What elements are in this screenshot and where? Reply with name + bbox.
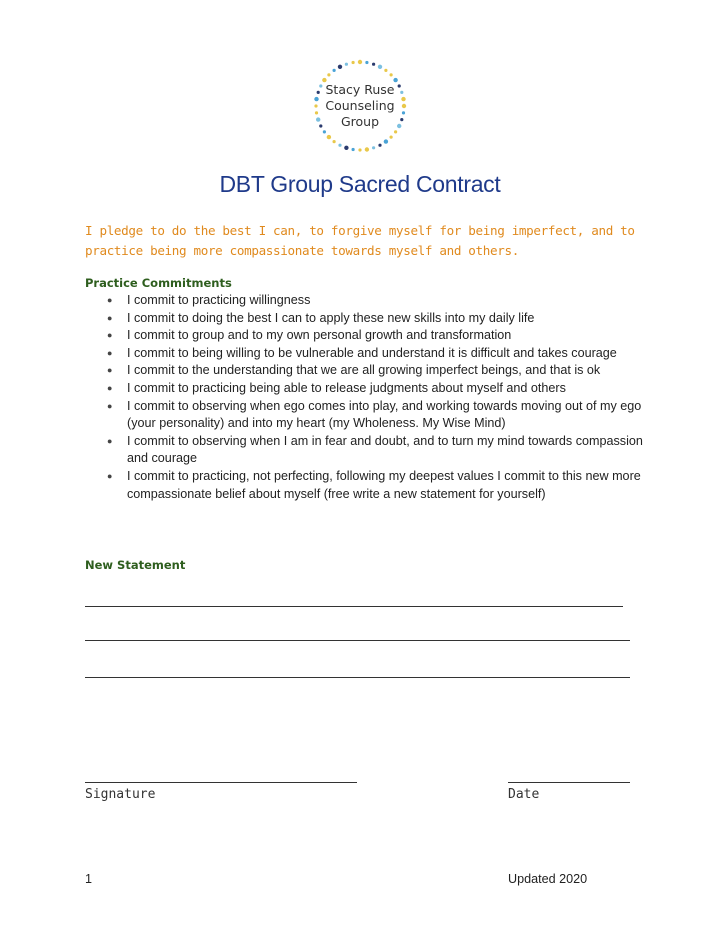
logo-dot [358, 148, 361, 151]
statement-line-2[interactable] [85, 640, 630, 641]
list-item: ● I commit to being willing to be vulnerable and understand it is difficult and takes courage [85, 345, 645, 363]
logo-dot [327, 135, 331, 139]
logo-dot [378, 65, 382, 69]
logo-dot [352, 61, 355, 64]
logo-text [308, 82, 412, 130]
logo-dot [333, 140, 336, 143]
signature-label: Signature [85, 787, 156, 802]
statement-line-3[interactable] [85, 677, 630, 678]
signature-line[interactable] [85, 782, 357, 783]
logo-dot [390, 73, 393, 76]
page-title: DBT Group Sacred Contract [219, 171, 501, 197]
list-item: ● I commit to observing when ego comes into play, and working towards moving out of my ego (your personality) and into my heart (my Wholeness. My Wise Mind) [85, 398, 645, 433]
pledge-text: I pledge to do the best I can, to forgive myself for being imperfect, and to practice being more compassionate towards myself and others. [85, 223, 635, 258]
logo-dot [338, 144, 341, 147]
logo-dot [323, 130, 326, 133]
list-item: ● I commit to practicing being able to release judgments about myself and others [85, 380, 645, 398]
logo-dot [327, 73, 330, 76]
logo-dot [345, 63, 348, 66]
logo-dot [390, 136, 393, 139]
logo-line-1: Stacy Ruse [325, 82, 395, 97]
logo-dot [384, 139, 388, 143]
list-item: ● I commit to group and to my own personal growth and transformation [85, 327, 645, 345]
logo-dot [333, 69, 336, 72]
date-line[interactable] [508, 782, 630, 783]
logo-dot [338, 65, 342, 69]
new-statement-heading: New Statement [85, 558, 186, 572]
logo [308, 56, 412, 156]
updated-note: Updated 2020 [508, 872, 588, 886]
logo-dot [394, 130, 397, 133]
list-item: ● I commit to the understanding that we are all growing imperfect beings, and that is ok [85, 362, 645, 380]
logo-dot [365, 61, 368, 64]
logo-dot [372, 146, 375, 149]
page-number: 1 [85, 872, 93, 886]
date-label: Date [508, 787, 540, 802]
list-item: ● I commit to observing when I am in fear and doubt, and to turn my mind towards compassion and courage [85, 433, 645, 468]
logo-dot [344, 146, 348, 150]
logo-dot [365, 147, 369, 151]
list-item: ● I commit to practicing, not perfecting, following my deepest values I commit to this new more compassionate belief about myself (free write a new statement for yourself) [85, 468, 645, 503]
logo-dot [378, 144, 381, 147]
commitment-list [85, 292, 645, 503]
practice-commitments-heading: Practice Commitments [85, 276, 232, 290]
list-item: ● I commit to practicing willingness [85, 292, 645, 310]
logo-dot [372, 63, 375, 66]
statement-line-1[interactable] [85, 606, 623, 607]
logo-line-3: Group [340, 114, 380, 129]
logo-dot [384, 69, 387, 72]
logo-line-2: Counseling [325, 98, 395, 113]
list-item: ● I commit to doing the best I can to apply these new skills into my daily life [85, 310, 645, 328]
logo-dot [352, 148, 355, 151]
logo-dot [358, 60, 362, 64]
